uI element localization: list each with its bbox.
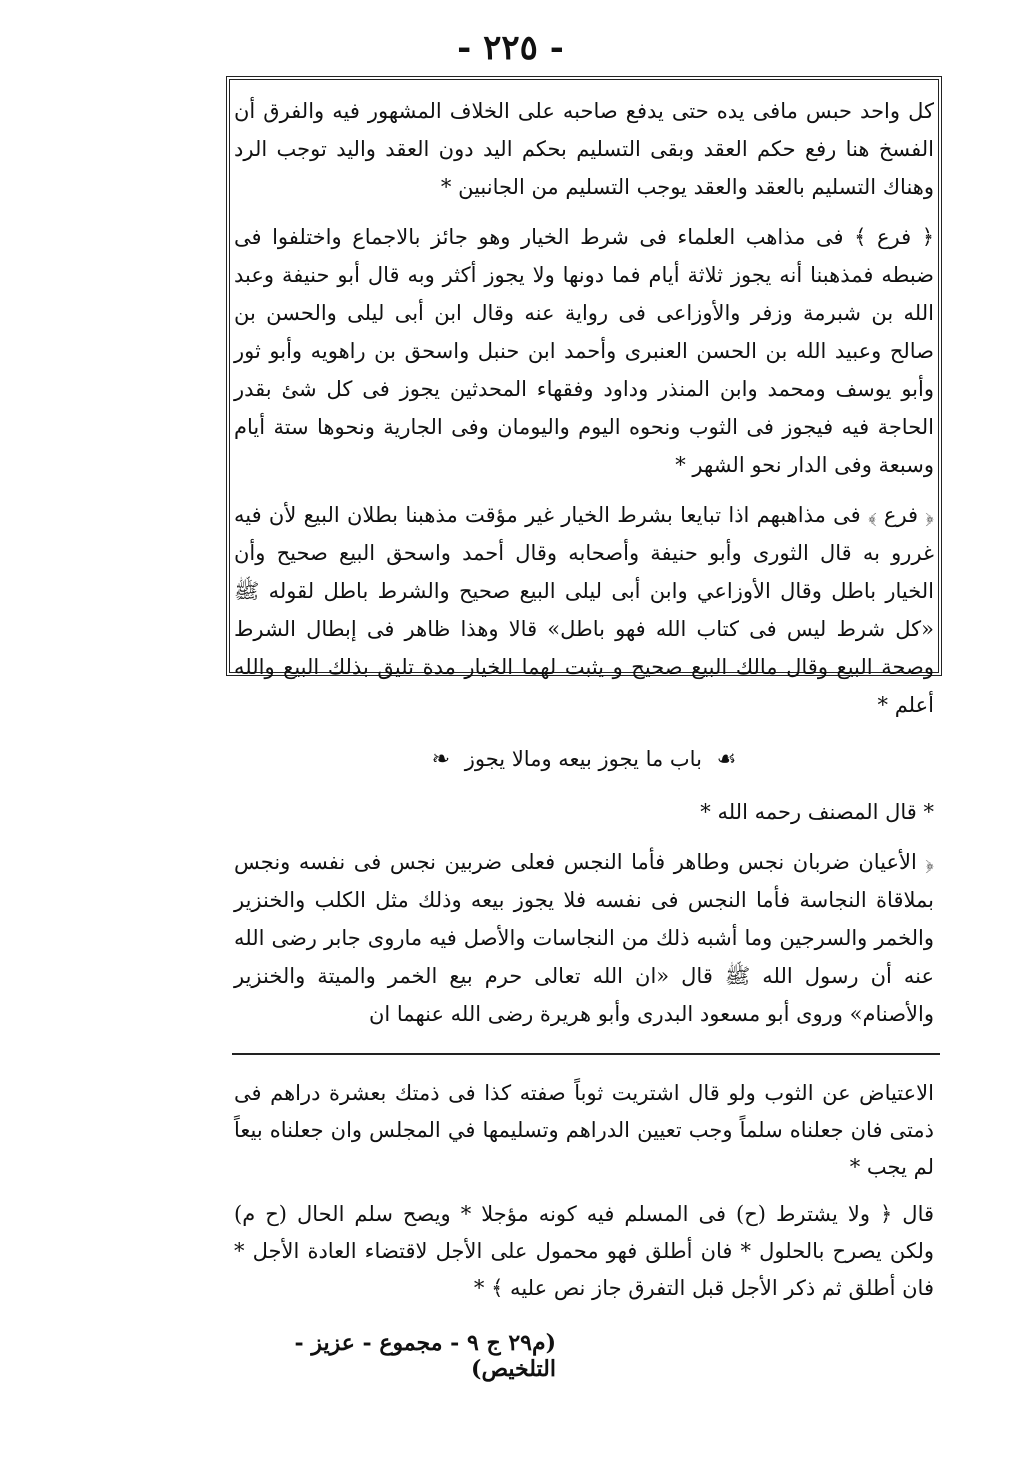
section-heading-text: باب ما يجوز بيعه ومالا يجوز (464, 747, 702, 771)
signature-footer: (م٢٩ ج ٩ - مجموع - عزيز - التلخيص) (294, 1330, 556, 1382)
main-paragraph: كل واحد حبس مافى يده حتى يدفع صاحبه على الخلاف المشهور فيه والفرق أن الفسخ هنا رفع حكم العقد وبقى التسليم بحكم اليد دون العقد واليد توجب الرد وهناك التسليم بالعقد والعقد يوجب التسليم من الجانبين * (234, 99, 934, 199)
section-heading (234, 740, 934, 779)
commentary-text (234, 1075, 934, 1317)
main-paragraph: ﴿ الأعيان ضربان نجس وطاهر فأما النجس فعلى ضربين نجس فى نفسه ونجس بملاقاة النجاسة فأما النجس فى نفسه فلا يجوز بيعه وذلك مثل الكلب والخنزير والخمر والسرجين وما أشبه ذلك من النجاسات والأصل فيه ماروى جابر رضى الله عنه أن رسول الله ﷺ قال «ان الله تعالى حرم بيع الخمر والميتة والخنزير والأصنام» وروى أبو مسعود البدرى وأبو هريرة رضى الله عنهما ان (234, 850, 934, 1026)
commentary-paragraph: قال ﴿ ولا يشترط (ح) فى المسلم فيه كونه مؤجلا * ويصح سلم الحال (ح م) ولكن يصرح بالحلول * فان أطلق فهو محمول على الأجل لاقتضاء العادة الأجل * فان أطلق ثم ذكر الأجل قبل التفرق جاز نص عليه ﴾ * (234, 1202, 934, 1300)
ornament-left-icon: ❧ (431, 747, 451, 772)
main-paragraph: ﴿ فرع ﴾ فى مذاهب العلماء فى شرط الخيار وهو جائز بالاجماع واختلفوا فى ضبطه فمذهبنا أنه يجوز ثلاثة أيام فما دونها ولا يجوز أكثر وبه قال أبو حنيفة وعبد الله بن شبرمة وزفر والأوزاعى فى رواية عنه وقال ابن أبى ليلى والحسن بن صالح وعبيد الله بن الحسن العنبرى وأحمد ابن حنبل واسحق بن راهويه وأبو ثور وأبو يوسف ومحمد وابن المنذر وداود وفقهاء المحدثين يجوز فى كل شئ بقدر الحاجة فيه فيجوز فى الثوب ونحوه اليوم واليومان وفى الجارية ونحوها ستة أيام وسبعة وفى الدار نحو الشهر * (234, 225, 934, 477)
author-line: * قال المصنف رحمه الله * (700, 800, 934, 824)
commentary-paragraph: الاعتياض عن الثوب ولو قال اشتريت ثوباً صفته كذا فى ذمتك بعشرة دراهم فى ذمتى فان جعلناه سلماً وجب تعيين الدراهم وتسليمها في المجلس وان جعلناه بيعاً لم يجب * (234, 1081, 934, 1179)
main-paragraph: ﴿ فرع ﴾ فى مذاهبهم اذا تبايعا بشرط الخيار غير مؤقت مذهبنا بطلان البيع لأن فيه غررو به قال الثورى وأبو حنيفة وأصحابه وقال أحمد واسحق البيع صحيح وأن الخيار باطل وقال الأوزاعي وابن أبى ليلى البيع صحيح والشرط باطل لقوله ﷺ «كل شرط ليس فى كتاب الله فهو باطل» قالا وهذا ظاهر فى إبطال الشرط وصحة البيع وقال مالك البيع صحيح و يثبت لهما الخيار مدة تليق بذلك البيع والله أعلم * (234, 503, 934, 717)
main-text (234, 92, 934, 1045)
footnote-divider (232, 1053, 940, 1055)
ornament-right-icon: ☙ (716, 747, 737, 772)
page-number: - ٢٢٥ - (457, 28, 564, 68)
